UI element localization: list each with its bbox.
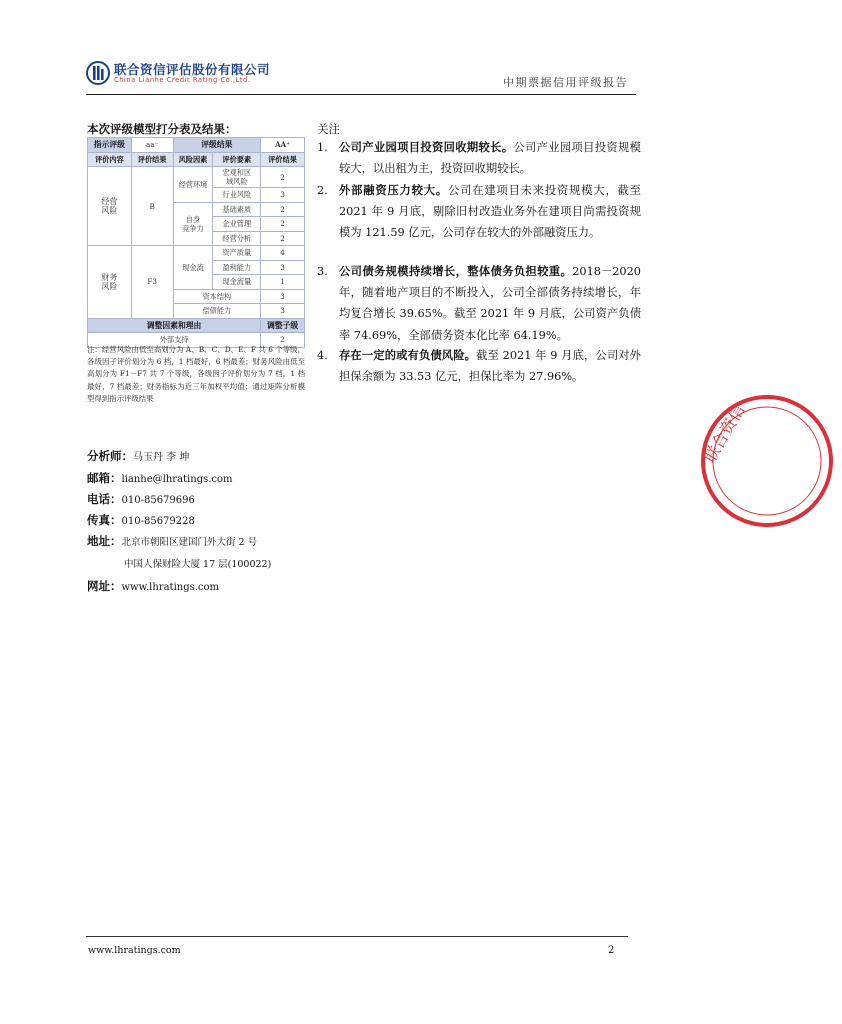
address-line (87, 533, 257, 549)
focus-item-heading: 外部融资压力较大。 (339, 183, 449, 197)
focus-item (317, 345, 641, 387)
focus-item-number: 3. (317, 265, 328, 278)
score-cell: 1 (261, 275, 305, 290)
financial-risk-result: F3 (131, 246, 173, 319)
focus-item-heading: 公司产业园项目投资回收期较长。 (339, 140, 514, 154)
analyst-names: 马玉丹 李 坤 (133, 452, 190, 463)
adjust-grade-header: 调整子级 (261, 318, 305, 333)
score-cell: 4 (261, 246, 305, 261)
email-line (87, 470, 233, 486)
cash-factor: 现金流 (173, 246, 213, 290)
col-header: 评价结果 (261, 152, 305, 167)
element-cell: 资产质量 (213, 246, 261, 261)
env-factor: 经营环境 (173, 167, 213, 203)
comp-factor: 自身 竞争力 (173, 202, 213, 246)
element-cell: 资本结构 (173, 289, 261, 304)
element-cell: 企业管理 (213, 217, 261, 232)
company-name-cn: 联合资信评估股份有限公司 (114, 62, 271, 77)
score-section-title: 本次评级模型打分表及结果： (87, 122, 237, 136)
phone-line (87, 491, 195, 507)
table-row (88, 167, 305, 188)
score-cell: 3 (261, 304, 305, 319)
fax-value: 010-85679228 (121, 516, 195, 527)
focus-item-number: 1. (317, 141, 328, 154)
svg-text:联合资信: 联合资信 (700, 400, 749, 466)
phone-label: 电话： (87, 492, 122, 506)
col-header: 评价内容 (88, 152, 132, 167)
element-cell: 行业风险 (213, 188, 261, 203)
score-cell: 2 (261, 202, 305, 217)
email-label: 邮箱： (87, 471, 122, 485)
focus-item-text: 公司产业园项目投资规模较大，以出租为主，投资回收期较长。 (339, 141, 641, 176)
focus-title: 关注 (317, 122, 340, 136)
element-cell: 基础素质 (213, 202, 261, 217)
focus-item-text: 2018－2020 年，随着地产项目的不断投入，公司全部债务持续增长，年均复合增长 39.65%。截至 2021 年 9 月底，公司资产负债率 74.69%，全部债务资本化比率 64.19%。 (339, 265, 641, 342)
fax-line (87, 512, 195, 528)
focus-item-text: 公司在建项目未来投资规模大，截至 2021 年 9 月底，剔除旧村改造业务外在建项目尚需投资规模为 121.59 亿元，公司存在较大的外部融资压力。 (339, 184, 641, 240)
score-table (87, 137, 305, 348)
financial-risk-label: 财务 风险 (88, 246, 132, 319)
score-cell: 3 (261, 289, 305, 304)
col-header: 评价要素 (213, 152, 261, 167)
website-link[interactable]: www.lhratings.com (121, 582, 220, 593)
focus-item-number: 4. (317, 349, 328, 362)
adjust-grade-cell: 2 (261, 333, 305, 348)
fax-label: 传真： (87, 513, 122, 527)
company-name-en: China Lianhe Credit Rating Co.,Ltd. (114, 76, 251, 84)
element-cell: 现金流量 (213, 275, 261, 290)
header-divider (86, 94, 636, 95)
business-risk-label: 经营 风险 (88, 167, 132, 246)
focus-item-heading: 公司债务规模持续增长，整体债务负担较重。 (339, 264, 573, 278)
business-risk-result: B (131, 167, 173, 246)
focus-item-text: 截至 2021 年 9 月底，公司对外担保余额为 33.53 亿元，担保比率为 27.96%。 (339, 349, 641, 384)
element-cell: 盈利能力 (213, 260, 261, 275)
adjust-header-row (88, 318, 305, 333)
rating-result-label: 评级结果 (173, 138, 261, 153)
email-link[interactable]: lianhe@lhratings.com (121, 474, 233, 485)
focus-item (317, 180, 641, 244)
col-header: 风险因素 (173, 152, 213, 167)
table-note: 注：经营风险由低至高划分为 A、B、C、D、E、F 共 6 个等级，各级因子评价划分为 6 档，1 档最好，6 档最差；财务风险由低至高划分为 F1－F7 共 7 个等级，各级因子评价划分为 7 档，1 档最好，7 档最差；财务指标为近三年加权平均值；通过矩阵分析模型得到指示评级结果 (87, 345, 305, 403)
score-cell: 2 (261, 217, 305, 232)
company-logo (86, 60, 286, 94)
adjust-factor-header: 调整因素和理由 (88, 318, 261, 333)
address-label: 地址： (87, 534, 122, 548)
website-label: 网址： (87, 579, 122, 593)
address-line-2: 中国人保财险大厦 17 层(100022) (124, 559, 272, 570)
website-line (87, 578, 219, 594)
focus-item (317, 137, 641, 179)
analyst-label: 分析师： (87, 449, 133, 463)
analyst-line (87, 448, 189, 464)
focus-item-number: 2. (317, 184, 328, 197)
score-cell: 3 (261, 188, 305, 203)
element-cell: 宏观和区 域风险 (213, 167, 261, 188)
adjust-factor-cell: 外部支持 (88, 333, 261, 348)
focus-item-heading: 存在一定的或有负债风险。 (339, 348, 477, 362)
rating-row (88, 138, 305, 153)
page-number: 2 (608, 945, 615, 956)
focus-item (317, 261, 641, 346)
col-header: 评价结果 (131, 152, 173, 167)
score-cell: 2 (261, 231, 305, 246)
company-seal-icon (692, 386, 842, 536)
score-cell: 2 (261, 167, 305, 188)
indicator-rating-value: aa⁻ (131, 138, 173, 153)
footer-url[interactable]: www.lhratings.com (88, 945, 181, 956)
footer-divider (86, 936, 628, 937)
rating-result-value: AA⁺ (261, 138, 305, 153)
element-cell: 经营分析 (213, 231, 261, 246)
lianhe-logo-icon (86, 60, 110, 86)
table-row (88, 246, 305, 261)
table-header-row (88, 152, 305, 167)
element-cell: 偿债能力 (173, 304, 261, 319)
address-line-1: 北京市朝阳区建国门外大街 2 号 (121, 537, 258, 548)
indicator-rating-label: 指示评级 (88, 138, 132, 153)
report-type: 中期票据信用评级报告 (503, 76, 628, 89)
score-cell: 3 (261, 260, 305, 275)
phone-value: 010-85679696 (121, 495, 195, 506)
